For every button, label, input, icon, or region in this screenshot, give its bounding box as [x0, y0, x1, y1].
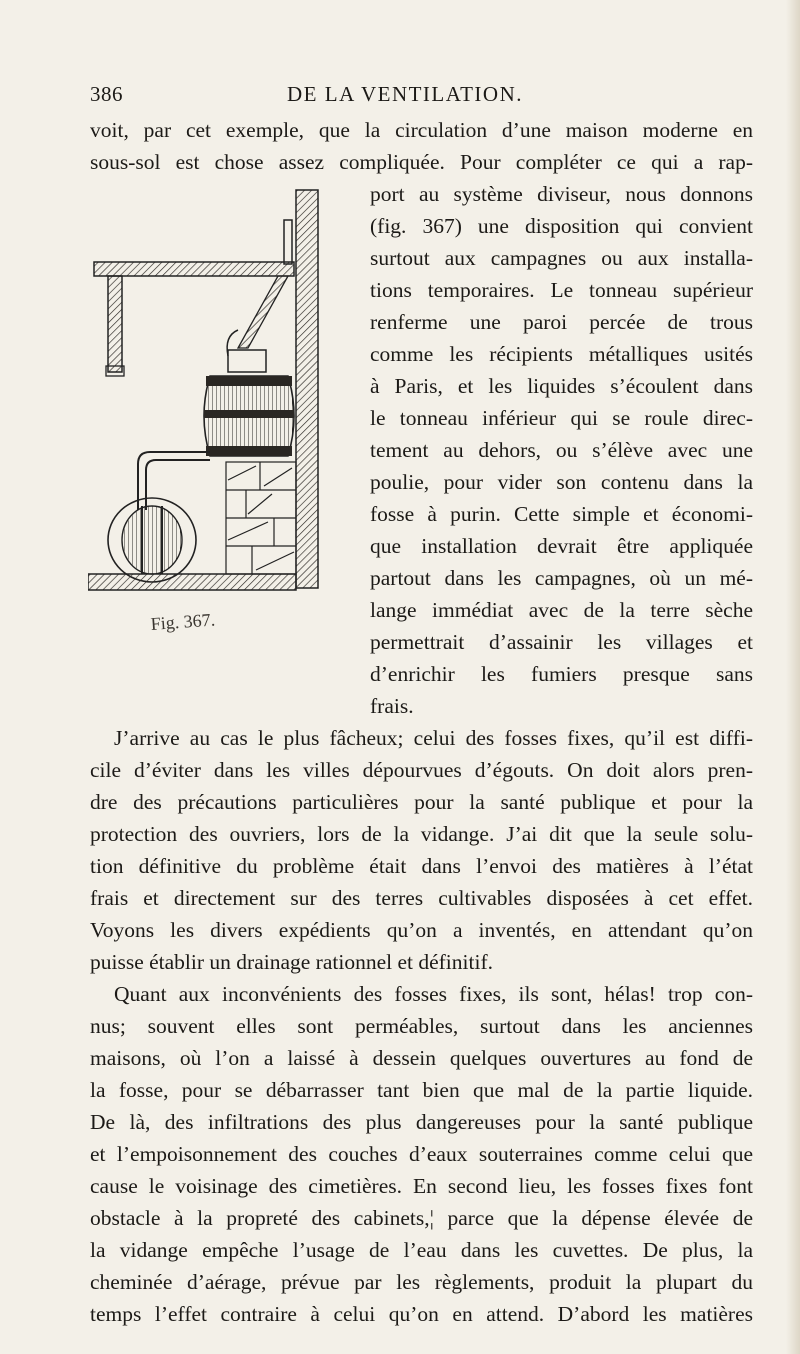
text-line: (fig. 367) une disposition qui convient — [370, 214, 753, 238]
figure-barrel-illustration — [88, 180, 326, 598]
text-line: surtout aux campagnes ou aux installa- — [370, 246, 753, 270]
text-line: la fosse, pour se débarrasser tant bien que mal de la partie liquide. — [90, 1078, 753, 1102]
text-line: la vidange empêche l’usage de l’eau dans les cuvettes. De plus, la — [90, 1238, 753, 1262]
page-edge-shadow — [786, 0, 800, 1354]
text-line: Voyons les divers expédients qu’on a inventés, en attendant qu’on — [90, 918, 753, 942]
text-line: à Paris, et les liquides s’écoulent dans — [370, 374, 753, 398]
text-line: tions temporaires. Le tonneau supérieur — [370, 278, 753, 302]
pit-masonry — [226, 462, 296, 574]
text-line: voit, par cet exemple, que la circulation d’une maison moderne en — [90, 118, 753, 142]
upper-barrel — [204, 350, 294, 456]
running-header — [90, 82, 720, 112]
text-line: J’arrive au cas le plus fâcheux; celui des fosses fixes, qu’il est diffi- — [114, 726, 753, 750]
text-line: tion définitive du problème était dans l’envoi des matières à l’état — [90, 854, 753, 878]
text-line: nus; souvent elles sont perméables, surtout dans les anciennes — [90, 1014, 753, 1038]
text-line: frais et directement sur des terres cultivables disposées à cet effet. — [90, 886, 753, 910]
text-line: fosse à purin. Cette simple et économi- — [370, 502, 753, 526]
text-line: le tonneau inférieur qui se roule direc- — [370, 406, 753, 430]
text-line: comme les récipients métalliques usités — [370, 342, 753, 366]
text-line: dre des précautions particulières pour la santé publique et pour la — [90, 790, 753, 814]
page-number: 386 — [90, 82, 123, 106]
text-line: maisons, où l’on a laissé à dessein quelques ouvertures au fond de — [90, 1046, 753, 1070]
text-line: cause le voisinage des cimetières. En second lieu, les fosses fixes font — [90, 1174, 753, 1198]
text-line: tement au dehors, ou s’élève avec une — [370, 438, 753, 462]
text-line: sous-sol est chose assez compliquée. Pour compléter ce qui a rap- — [90, 150, 753, 174]
text-line: que installation devrait être appliquée — [370, 534, 753, 558]
text-line: permettrait d’assainir les villages et — [370, 630, 753, 654]
text-line: port au système diviseur, nous donnons — [370, 182, 753, 206]
text-line: poulie, pour vider son contenu dans la — [370, 470, 753, 494]
text-line: et l’empoisonnement des couches d’eaux souterraines comme celui que — [90, 1142, 753, 1166]
running-title: DE LA VENTILATION. — [287, 82, 523, 106]
left-post — [108, 276, 122, 372]
text-line: partout dans les campagnes, où un mé- — [370, 566, 753, 590]
text-line: cheminée d’aérage, prévue par les règlements, produit la plupart du — [90, 1270, 753, 1294]
wall — [296, 190, 318, 588]
ground — [88, 574, 296, 590]
text-line: Quant aux inconvénients des fosses fixes, ils sont, hélas! trop con- — [114, 982, 753, 1006]
chute — [238, 276, 288, 348]
text-line: lange immédiat avec de la terre sèche — [370, 598, 753, 622]
figure-caption: Fig. 367. — [150, 609, 216, 634]
floor-beam — [94, 262, 294, 276]
text-line: temps l’effet contraire à celui qu’on en attend. D’abord les matières — [90, 1302, 753, 1326]
text-line: protection des ouvriers, lors de la vidange. J’ai dit que la seule solu- — [90, 822, 753, 846]
text-line: cile d’éviter dans les villes dépourvues d’égouts. On doit alors pren- — [90, 758, 753, 782]
text-line: De là, des infiltrations des plus dangereuses pour la santé publique — [90, 1110, 753, 1134]
down-pipe — [284, 220, 292, 264]
text-line: obstacle à la propreté des cabinets,¦ parce que la dépense élevée de — [90, 1206, 753, 1230]
text-line: frais. — [370, 694, 414, 718]
text-line: puisse établir un drainage rationnel et définitif. — [90, 950, 493, 974]
text-line: d’enrichir les fumiers presque sans — [370, 662, 753, 686]
lower-barrel — [108, 498, 196, 582]
text-line: renferme une paroi percée de trous — [370, 310, 753, 334]
